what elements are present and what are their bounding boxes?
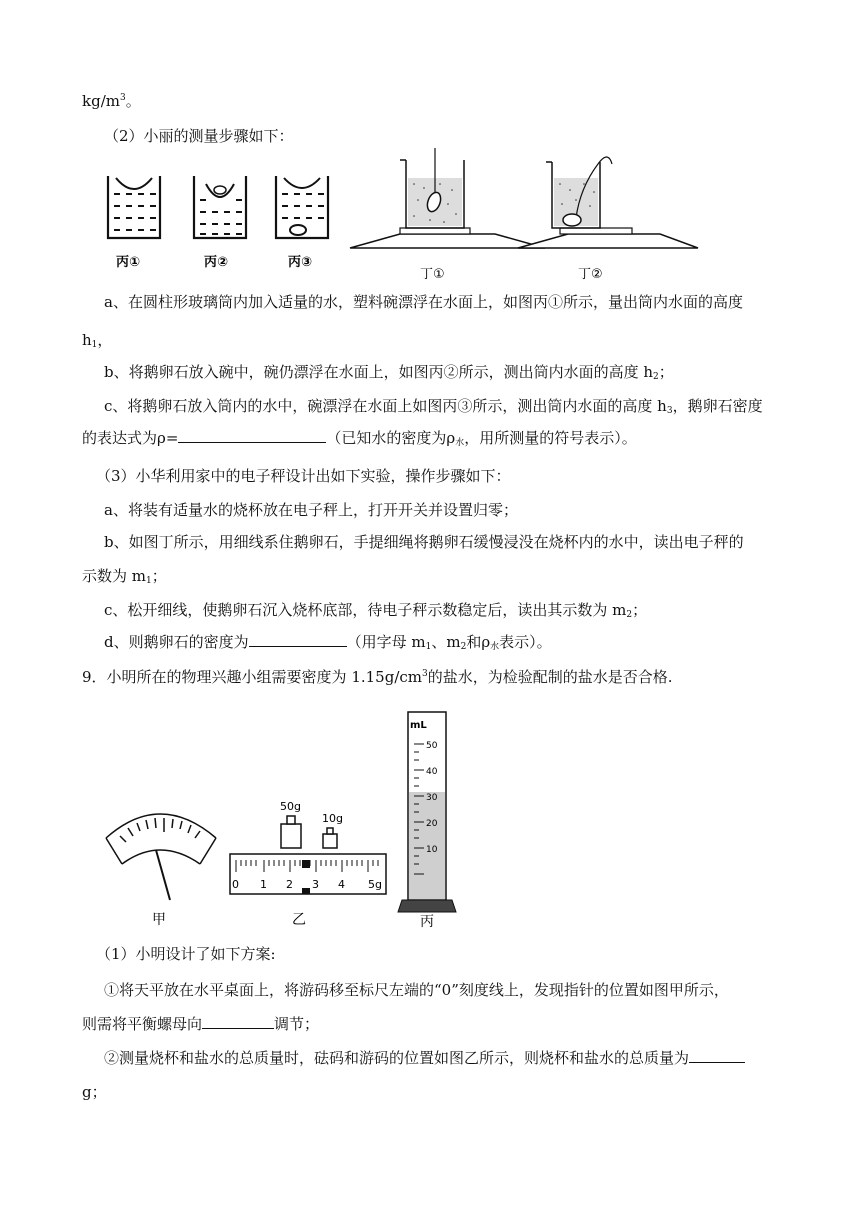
semicolon: ； bbox=[632, 601, 648, 619]
step-b-text: b、将鹅卵石放入碗中，碗仍漂浮在水面上，如图丙②所示，测出筒内水面的高度 h bbox=[104, 363, 654, 381]
label-bing: 丙 bbox=[420, 914, 434, 930]
hint-text: （用字母 m bbox=[346, 633, 426, 651]
figure-bing-ding bbox=[100, 148, 700, 288]
unit-line bbox=[82, 88, 141, 111]
ruler-tick-0: 0 bbox=[232, 878, 239, 891]
unit-text: kg/m bbox=[82, 92, 120, 110]
q9-step-2-text: ②测量烧杯和盐水的总质量时，砝码和游码的位置如图乙所示，则烧杯和盐水的总质量为 bbox=[104, 1049, 690, 1067]
rider-top bbox=[302, 860, 310, 868]
measuring-cylinder bbox=[398, 712, 456, 912]
reading-m1-text: 示数为 m bbox=[82, 567, 146, 585]
q9-step-2-line2: g； bbox=[82, 1083, 107, 1101]
note-text: （已知水的密度为ρ bbox=[326, 429, 456, 447]
subscript-m2: 2 bbox=[626, 610, 633, 620]
subscript-2: 2 bbox=[460, 642, 467, 652]
q9-step-2-line1 bbox=[104, 1048, 745, 1068]
step-c-text: c、将鹅卵石放入筒内的水中，碗漂浮在水面上如图丙③所示，测出筒内水面的高度 h bbox=[104, 397, 667, 415]
adjust-text-end: 调节； bbox=[274, 1015, 320, 1033]
ruler-tick-3: 3 bbox=[312, 878, 319, 891]
semicolon: ； bbox=[658, 363, 674, 381]
balance-ruler bbox=[230, 854, 386, 894]
label-ding-2: 丁② bbox=[578, 267, 603, 282]
symbol-h: h bbox=[82, 331, 92, 349]
answer-blank-mass[interactable] bbox=[689, 1048, 745, 1063]
label-ding-1: 丁① bbox=[420, 267, 445, 282]
label-jia: 甲 bbox=[152, 912, 166, 928]
cylinder-bing-3 bbox=[276, 176, 328, 238]
cylinder-tick-10: 10 bbox=[426, 845, 438, 855]
cylinder-bing-1 bbox=[108, 176, 160, 238]
step3-c bbox=[104, 600, 647, 625]
answer-blank-density[interactable] bbox=[178, 428, 326, 443]
step3-d-text: d、则鹅卵石的密度为 bbox=[104, 633, 249, 651]
cylinder-tick-20: 20 bbox=[426, 819, 438, 829]
step3-d bbox=[104, 632, 552, 657]
cylinder-tick-50: 50 bbox=[426, 741, 438, 751]
ruler-tick-4: 4 bbox=[338, 878, 345, 891]
subscript-1: 1 bbox=[425, 642, 432, 652]
semicolon: ； bbox=[151, 567, 167, 585]
subscript-3: 3 bbox=[666, 406, 673, 416]
step-a-line2 bbox=[82, 330, 112, 355]
hint-text-end: 表示）。 bbox=[499, 633, 552, 651]
subscript-water: 水 bbox=[490, 642, 500, 652]
note-text-end: ，用所测量的符号表示）。 bbox=[464, 429, 637, 447]
step-c-line1 bbox=[104, 396, 763, 421]
step3-b-line1: b、如图丁所示，用细线系住鹅卵石，手提细绳将鹅卵石缓慢浸没在烧杯内的水中，读出电子秤的 bbox=[104, 533, 744, 551]
subscript-1: 1 bbox=[91, 340, 98, 350]
subscript-water: 水 bbox=[455, 438, 465, 448]
question-9-stem bbox=[82, 664, 673, 687]
question-9-text-end: 的盐水，为检验配制的盐水是否合格. bbox=[427, 668, 673, 686]
step-b-line bbox=[104, 362, 674, 387]
label-yi: 乙 bbox=[292, 912, 306, 928]
ruler-tick-1: 1 bbox=[260, 878, 267, 891]
hint-text-3: 和ρ bbox=[466, 633, 491, 651]
ruler-tick-2: 2 bbox=[286, 878, 293, 891]
rider-bottom bbox=[302, 888, 310, 894]
superscript-3: 3 bbox=[422, 669, 428, 679]
question-9-text: 9．小明所在的物理兴趣小组需要密度为 1.15g/cm bbox=[82, 668, 422, 686]
comma: ， bbox=[97, 331, 113, 349]
weight-50g-label: 50g bbox=[280, 800, 301, 813]
cylinder-bing-2 bbox=[194, 176, 246, 238]
cylinder-tick-40: 40 bbox=[426, 767, 438, 777]
label-bing-1: 丙① bbox=[116, 255, 141, 270]
weight-10g bbox=[322, 812, 343, 848]
q9-step-1-line2 bbox=[82, 1014, 319, 1034]
unit-superscript: 3 bbox=[119, 93, 126, 103]
scale-ding-2 bbox=[518, 157, 698, 248]
cylinder-unit: mL bbox=[410, 720, 427, 731]
density-expression-label: 的表达式为ρ= bbox=[82, 429, 179, 447]
step3-c-text: c、松开细线，使鹅卵石沉入烧杯底部，待电子秤示数稳定后，读出其示数为 m bbox=[104, 601, 627, 619]
q9-subquestion-1: （1）小明设计了如下方案: bbox=[96, 945, 276, 963]
step-a-line1: a、在圆柱形玻璃筒内加入适量的水，塑料碗漂浮在水面上，如图丙①所示，量出筒内水面的高度 bbox=[104, 293, 743, 311]
weight-10g-label: 10g bbox=[322, 812, 343, 825]
subquestion-2-heading: （2）小丽的测量步骤如下： bbox=[104, 127, 294, 145]
subscript-2: 2 bbox=[653, 372, 659, 382]
weight-50g bbox=[280, 800, 301, 848]
label-bing-2: 丙② bbox=[204, 255, 229, 270]
cylinder-tick-30: 30 bbox=[426, 793, 438, 803]
subquestion-3-heading: （3）小华利用家中的电子秤设计出如下实验，操作步骤如下： bbox=[96, 467, 511, 485]
scale-ding-1 bbox=[350, 148, 545, 248]
answer-blank-density-2[interactable] bbox=[249, 632, 347, 647]
hint-text-2: 、m bbox=[431, 633, 461, 651]
subscript-m1: 1 bbox=[146, 576, 152, 586]
answer-blank-direction[interactable] bbox=[202, 1014, 274, 1029]
period: 。 bbox=[125, 92, 141, 110]
step3-b-line2 bbox=[82, 566, 167, 591]
adjust-text: 则需将平衡螺母向 bbox=[82, 1015, 203, 1033]
label-bing-3: 丙③ bbox=[288, 255, 313, 270]
q9-step-1-line1: ①将天平放在水平桌面上，将游码移至标尺左端的“0”刻度线上，发现指针的位置如图甲所示， bbox=[104, 981, 729, 999]
figure-jia-yi-bing bbox=[96, 700, 466, 936]
step-c-line2 bbox=[82, 428, 637, 453]
ruler-tick-5g: 5g bbox=[368, 878, 382, 891]
step3-a: a、将装有适量水的烧杯放在电子秤上，打开开关并设置归零； bbox=[104, 501, 518, 519]
balance-pointer-dial bbox=[106, 814, 216, 900]
step-c-text-end: ，鹅卵石密度 bbox=[672, 397, 763, 415]
